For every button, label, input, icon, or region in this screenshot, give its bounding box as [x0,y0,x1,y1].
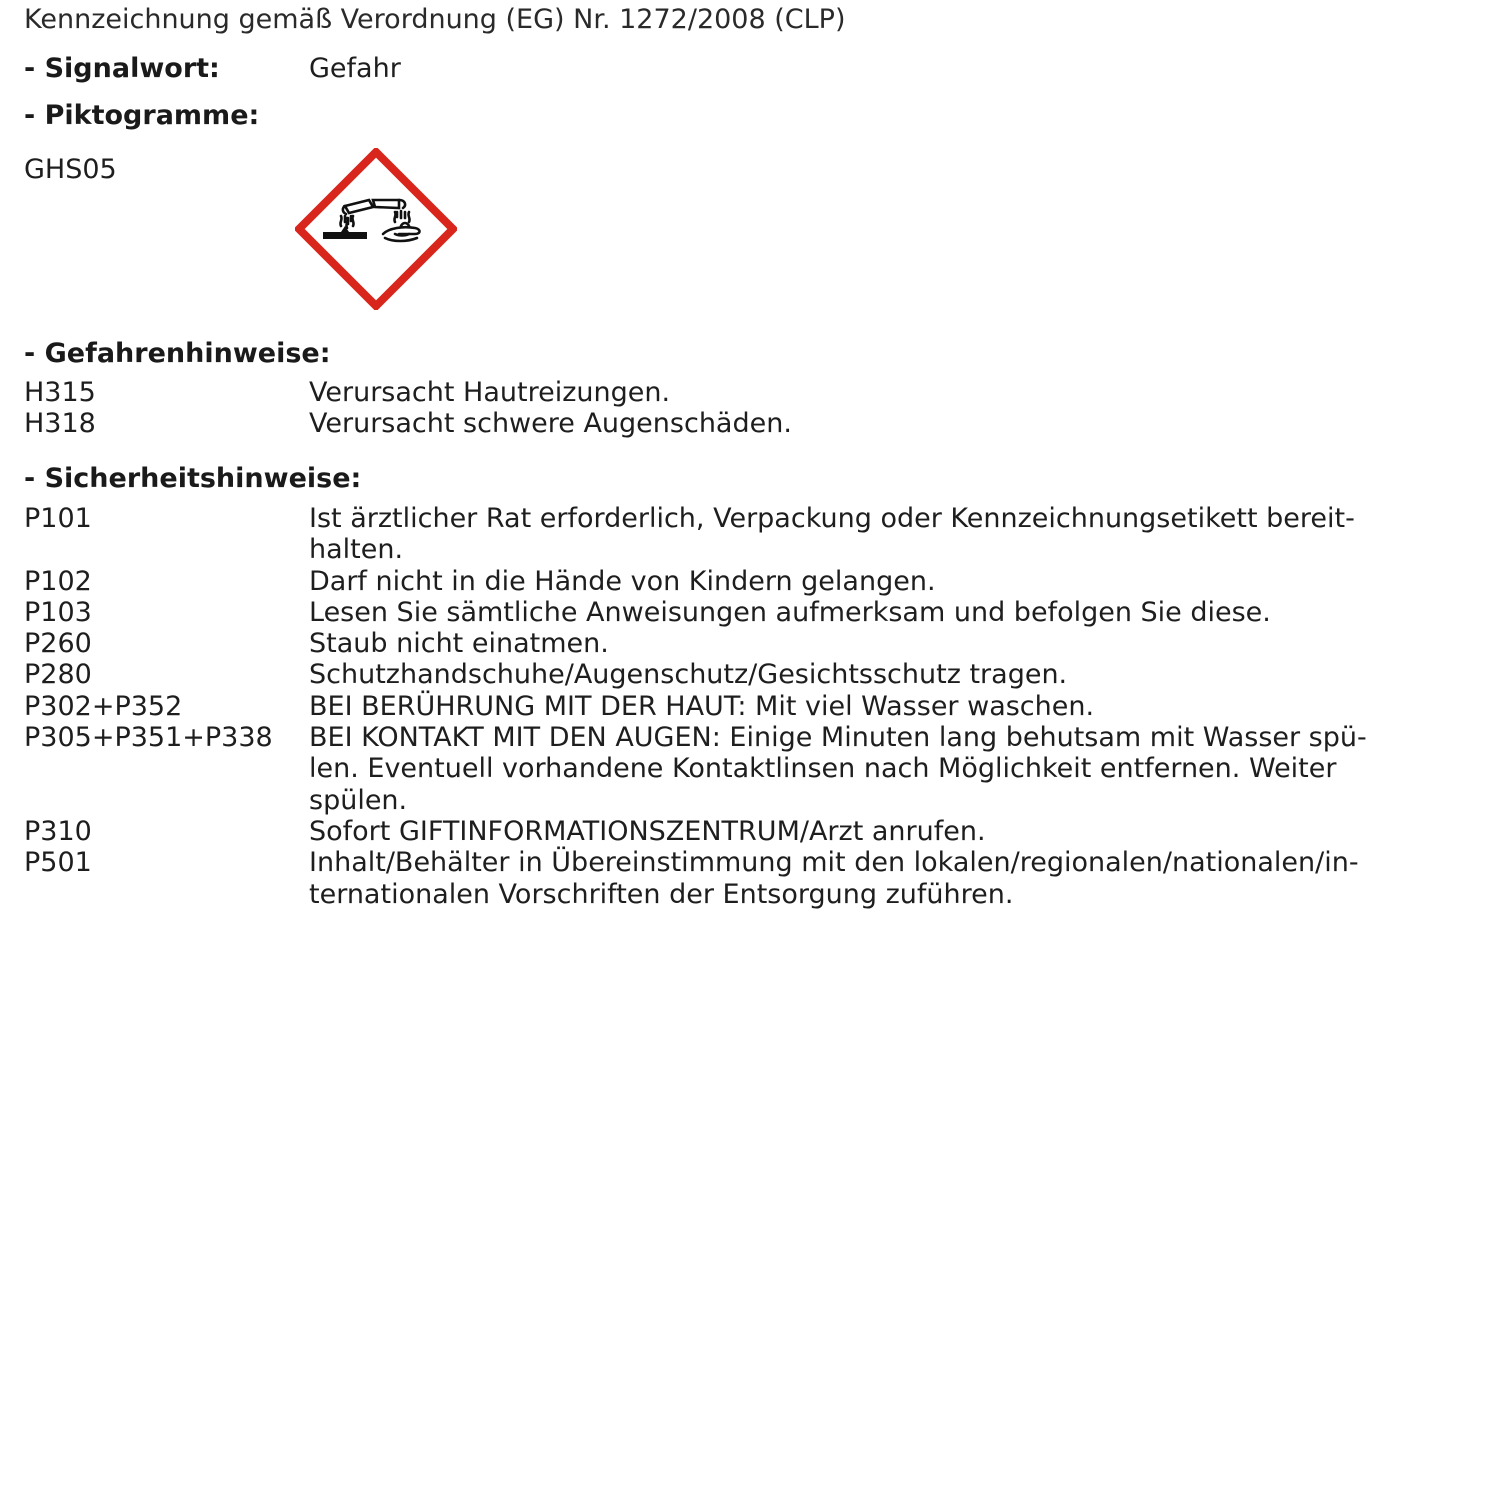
statement-row [24,816,1384,847]
statement-code: P101 [24,503,92,534]
statement-text: Sofort GIFTINFORMATIONSZENTRUM/Arzt anrufen. [309,815,986,847]
statement-code: P260 [24,628,92,660]
precautionary-statements-label: - Sicherheitshinweise: [24,463,362,494]
signal-word-row [24,53,220,85]
statement-row [24,659,1384,690]
statement-text: Lesen Sie sämtliche Anweisungen aufmerksam und befolgen Sie diese. [309,596,1271,628]
hazard-statements-row [24,338,331,370]
statement-row [24,566,1384,597]
statement-text: BEI KONTAKT MIT DEN AUGEN: Einige Minuten lang behutsam mit Wasser spü-len. Eventuell vorhandene Kontaktlinsen nach Möglichkeit entfernen. Weiter spülen. [309,722,1367,816]
hazard-statements-table [24,377,1384,440]
statement-text: Ist ärztlicher Rat erforderlich, Verpackung oder Kennzeichnungsetikett bereit-halten. [309,503,1355,566]
statement-text: Inhalt/Behälter in Übereinstimmung mit den lokalen/regionalen/nationalen/in-ternationalen Vorschriften der Entsorgung zuführen. [309,847,1359,910]
statement-row [24,503,1384,566]
statement-code: P102 [24,565,92,597]
statement-code: H315 [24,377,96,408]
signal-word-label: - Signalwort: [24,53,220,84]
statement-code: P302+P352 [24,690,183,722]
statement-row [24,377,1384,408]
signal-word-value: Gefahr [309,53,401,84]
statement-text: Schutzhandschuhe/Augenschutz/Gesichtsschutz tragen. [309,659,1068,691]
statement-text: Verursacht Hautreizungen. [309,377,671,408]
regulation-heading: Kennzeichnung gemäß Verordnung (EG) Nr. 1272/2008 (CLP) [24,4,846,35]
statement-text: BEI BERÜHRUNG MIT DER HAUT: Mit viel Wasser waschen. [309,690,1095,722]
statement-row [24,628,1384,659]
statement-code: H318 [24,408,96,440]
statement-code: P280 [24,659,92,691]
statement-row [24,847,1384,910]
statement-row [24,691,1384,722]
statement-text: Staub nicht einatmen. [309,628,609,660]
statement-row [24,597,1384,628]
precautionary-statements-row [24,463,361,495]
statement-row [24,408,1384,439]
statement-code: P501 [24,847,92,879]
statement-code: P103 [24,596,92,628]
precautionary-statements-table [24,503,1384,910]
statement-code: P305+P351+P338 [24,722,273,754]
statement-code: P310 [24,815,92,847]
pictograms-row [24,100,259,132]
statement-text: Darf nicht in die Hände von Kindern gelangen. [309,565,936,597]
ghs05-corrosion-icon [295,148,457,310]
statement-row [24,722,1384,816]
hazard-statements-label: - Gefahrenhinweise: [24,338,331,369]
statement-text: Verursacht schwere Augenschäden. [309,408,792,440]
pictograms-label: - Piktogramme: [24,100,260,131]
pictogram-code: GHS05 [24,154,117,185]
